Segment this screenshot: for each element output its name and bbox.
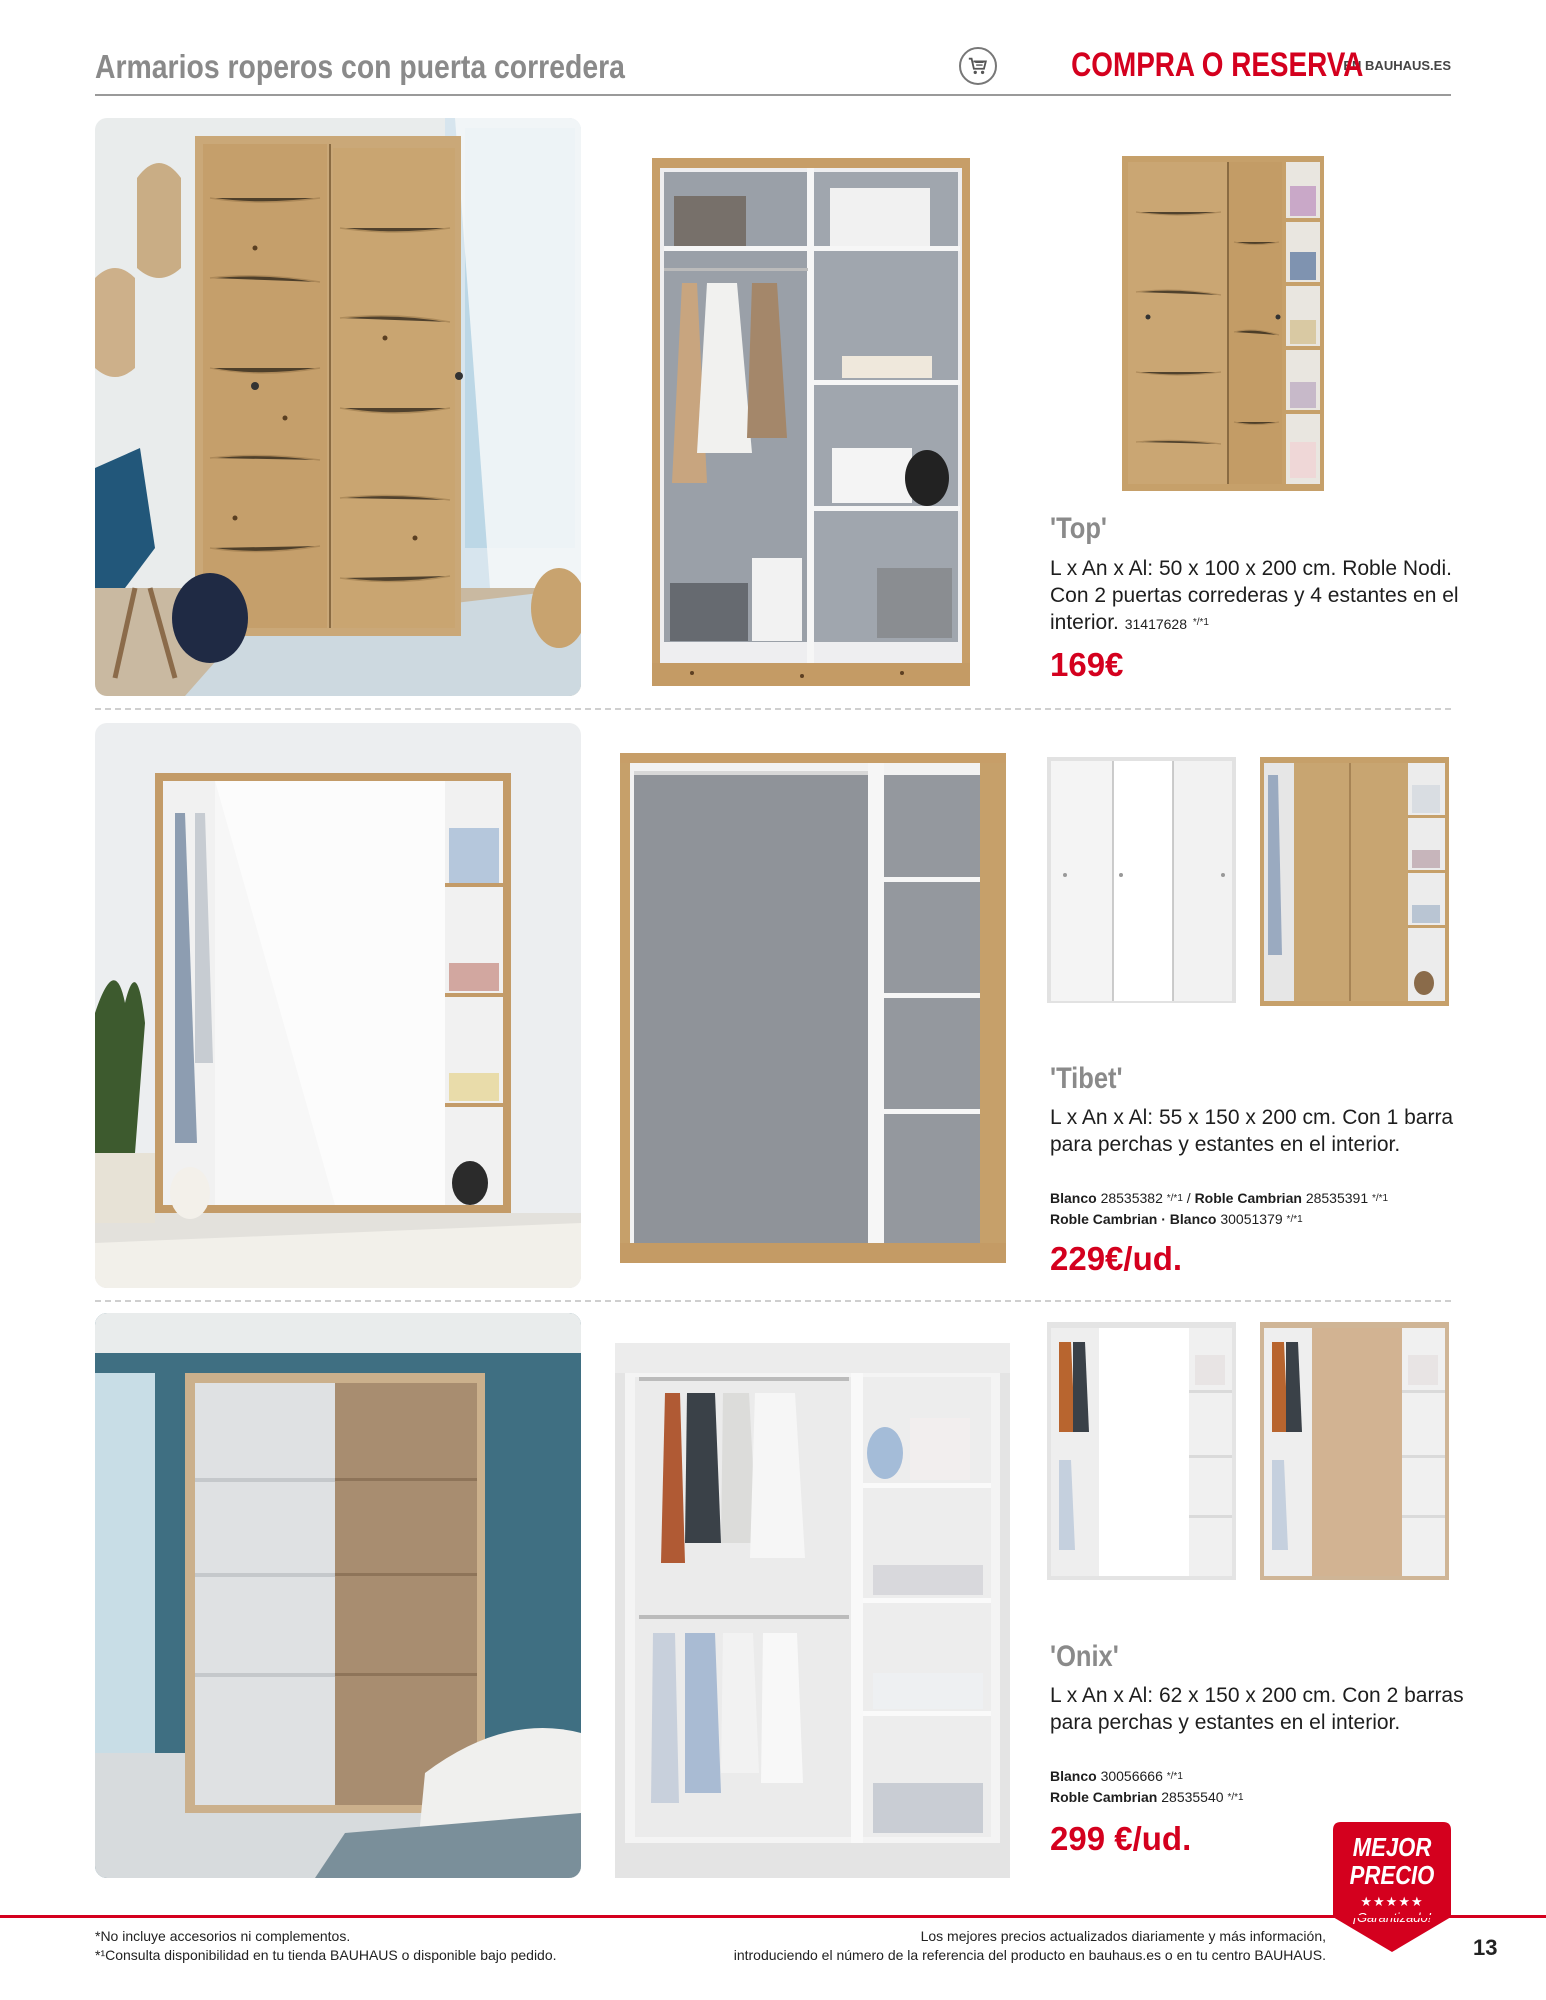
- variant-mark: */*1: [1166, 1193, 1183, 1204]
- onix-interior-image: [615, 1343, 1010, 1878]
- top-closed-image: [1118, 152, 1328, 495]
- product-price-onix: 299 €/ud.: [1050, 1820, 1192, 1857]
- product-price-tibet: 229€/ud.: [1050, 1240, 1183, 1277]
- variant-ref: 30056666: [1100, 1768, 1163, 1784]
- product-desc-tibet: L x An x Al: 55 x 150 x 200 cm. Con 1 barra para perchas y estantes en el interior.: [1050, 1106, 1454, 1156]
- badge-line1: MEJOR: [1352, 1832, 1432, 1862]
- section-divider: [95, 1300, 1451, 1302]
- product-desc-top: [1050, 555, 1470, 638]
- page-number: 13: [1473, 1935, 1498, 1960]
- product-desc-top-text: L x An x Al: 50 x 100 x 200 cm. Roble Nodi. Con 2 puertas correderas y 4 estantes en el interior.: [1050, 557, 1459, 634]
- variant-label: Roble Cambrian: [1194, 1190, 1302, 1206]
- variant-ref: 28535391: [1305, 1190, 1369, 1206]
- footer-note-1: *No incluye accesorios ni complementos.: [95, 1928, 351, 1944]
- product-name-onix: 'Onix': [1050, 1640, 1119, 1673]
- variant-label: Blanco: [1050, 1768, 1097, 1784]
- product-refs-tibet: [1050, 1188, 1388, 1230]
- footer-info: [734, 1927, 1326, 1965]
- header-rule: [95, 94, 1451, 96]
- variant-ref: 30051379: [1220, 1211, 1283, 1227]
- variant-label: Roble Cambrian · Blanco: [1050, 1211, 1217, 1227]
- variant-mark: */*1: [1227, 1792, 1244, 1803]
- footer-notes: [95, 1927, 557, 1965]
- footer-info-2: introduciendo el número de la referencia del producto en bauhaus.es o en tu centro BAUHAUS.: [733, 1947, 1326, 1963]
- section-divider: [95, 708, 1451, 710]
- page-title: Armarios roperos con puerta corredera: [95, 48, 625, 85]
- product-name-tibet: 'Tibet': [1050, 1062, 1123, 1095]
- variant-ref: 28535382: [1100, 1190, 1163, 1206]
- variant-mark: */*1: [1286, 1214, 1303, 1225]
- top-interior-image: [652, 158, 970, 686]
- shop-cta[interactable]: [959, 46, 1451, 85]
- variant-mark: */*1: [1166, 1771, 1183, 1782]
- product-ref-top: 31417628: [1124, 616, 1188, 632]
- variant-ref: 28535540: [1161, 1789, 1224, 1805]
- shop-cta-label[interactable]: COMPRA O RESERVA: [1071, 46, 1364, 84]
- product-ref-mark-top: */*1: [1192, 617, 1209, 628]
- onix-white-variant-image: [1045, 1320, 1238, 1582]
- product-name-top: 'Top': [1050, 512, 1107, 545]
- variant-separator: /: [1186, 1190, 1191, 1206]
- variant-mark: */*1: [1372, 1193, 1389, 1204]
- shop-cta-sub: EN BAUHAUS.ES: [1343, 58, 1451, 73]
- onix-room-photo: [95, 1313, 581, 1878]
- top-room-photo: [95, 118, 581, 696]
- shopping-cart-icon: [959, 47, 997, 85]
- badge-line2: PRECIO: [1349, 1860, 1435, 1890]
- product-refs-onix: [1050, 1766, 1244, 1808]
- tibet-oak-variant-image: [1258, 755, 1451, 1008]
- tibet-interior-image: [620, 753, 1006, 1263]
- footer-info-1: Los mejores precios actualizados diariamente y más información,: [920, 1928, 1326, 1944]
- tibet-white-variant-image: [1045, 755, 1238, 1005]
- variant-label: Blanco: [1050, 1190, 1097, 1206]
- product-price-top: 169€: [1050, 646, 1124, 683]
- variant-label: Roble Cambrian: [1050, 1789, 1158, 1805]
- tibet-room-photo: [95, 723, 581, 1288]
- footer-rule: [0, 1915, 1546, 1918]
- badge-stars: ★★★★★: [1360, 1894, 1424, 1909]
- product-desc-onix: L x An x Al: 62 x 150 x 200 cm. Con 2 barras para perchas y estantes en el interior.: [1050, 1684, 1464, 1734]
- best-price-badge: [1333, 1822, 1451, 1952]
- footer-note-2: *¹Consulta disponibilidad en tu tienda BAUHAUS o disponible bajo pedido.: [95, 1947, 557, 1963]
- onix-oak-variant-image: [1258, 1320, 1451, 1582]
